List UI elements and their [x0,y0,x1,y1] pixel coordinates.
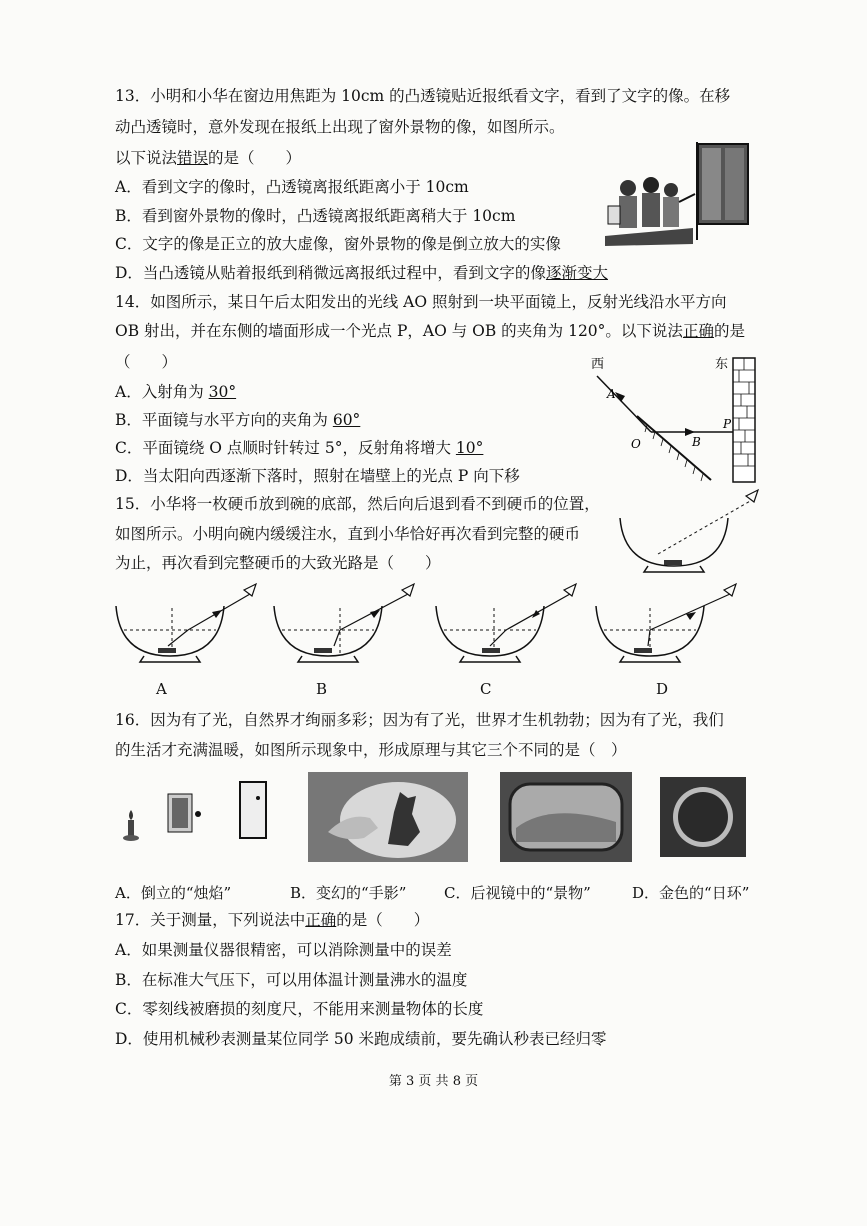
q14-label-west: 西 [591,357,605,372]
q17-option-d: D．使用机械秒表测量某位同学 50 米跑成绩前，要先确认秒表已经归零 [115,1030,607,1048]
q14-answer-blank: （ ） [115,353,178,371]
q16-pinhole-candle-photo [118,774,278,864]
q15-bowl-figure [614,488,764,574]
q15-label-a: A [156,680,167,698]
q16-hand-shadow-photo [308,772,468,862]
q16-caption-b: B．变幻的“手影” [290,884,407,902]
q15-label-d: D [656,680,669,698]
q13-stem-line2: 动凸透镜时，意外发现在报纸上出现了窗外景物的像，如图所示。 [115,118,565,136]
q15-option-d-figure [592,582,742,666]
q13-prompt: 以下说法错误的是（ ） [115,149,302,167]
q16-stem-line1: 16．因为有了光，自然界才绚丽多彩；因为有了光，世界才生机勃勃；因为有了光，我们 [115,711,724,729]
page-footer: 第 3 页 共 8 页 [388,1074,479,1089]
q14-option-b: B．平面镜与水平方向的夹角为 60° [115,411,361,429]
q14-label-a: A [607,387,616,401]
q15-stem-line3: 为止，再次看到完整硬币的大致光路是（ ） [115,554,441,572]
q16-stem-line2: 的生活才充满温暖，如图所示现象中，形成原理与其它三个不同的是（ ） [115,741,627,759]
q13-option-c: C．文字的像是正立的放大虚像，窗外景物的像是倒立放大的实像 [115,235,561,253]
q15-option-b-figure [270,582,420,666]
q13-window-figure [603,140,755,248]
q14-mirror-figure [585,352,760,487]
q16-solar-eclipse-photo [660,777,746,857]
q15-stem-line2: 如图所示。小明向碗内缓缓注水，直到小华恰好再次看到完整的硬币 [115,525,581,543]
q14-option-a: A．入射角为 30° [115,383,237,401]
q14-stem-line1: 14．如图所示，某日午后太阳发出的光线 AO 照射到一块平面镜上，反射光线沿水平方向 [115,293,727,311]
q14-option-d: D．当太阳向西逐渐下落时，照射在墙壁上的光点 P 向下移 [115,467,520,485]
q16-caption-d: D．金色的“日环” [632,884,750,902]
q13-stem-line1: 13．小明和小华在窗边用焦距为 10cm 的凸透镜贴近报纸看文字，看到了文字的像。在移 [115,87,731,105]
q16-rearview-mirror-photo [500,772,632,862]
q17-option-a: A．如果测量仪器很精密，可以消除测量中的误差 [115,941,452,959]
q14-stem-line2: OB 射出，并在东侧的墙面形成一个光点 P，AO 与 OB 的夹角为 120°。以下说法正确的是 [115,322,745,340]
q16-caption-c: C．后视镜中的“景物” [444,884,591,902]
q17-option-b: B．在标准大气压下，可以用体温计测量沸水的温度 [115,971,468,989]
q13-option-d: D．当凸透镜从贴着报纸到稍微远离报纸过程中，看到文字的像逐渐变大 [115,264,608,282]
q14-label-p: P [723,417,732,431]
q14-label-b: B [692,435,701,449]
q16-caption-a: A．倒立的“烛焰” [115,884,232,902]
q15-option-a-figure [112,582,262,666]
q14-label-east: 东 [715,357,729,372]
q17-stem: 17．关于测量，下列说法中正确的是（ ） [115,911,430,929]
q14-option-c: C．平面镜绕 O 点顺时针转过 5°，反射角将增大 10° [115,439,484,457]
q17-option-c: C．零刻线被磨损的刻度尺，不能用来测量物体的长度 [115,1000,484,1018]
q15-stem-line1: 15．小华将一枚硬币放到碗的底部，然后向后退到看不到硬币的位置， [115,495,600,513]
q15-option-c-figure [432,582,582,666]
q15-label-c: C [480,680,492,698]
q13-option-a: A．看到文字的像时，凸透镜离报纸距离小于 10cm [115,178,469,196]
q13-option-b: B．看到窗外景物的像时，凸透镜离报纸距离稍大于 10cm [115,207,516,225]
q14-label-o: O [631,437,641,451]
q15-label-b: B [316,680,328,698]
